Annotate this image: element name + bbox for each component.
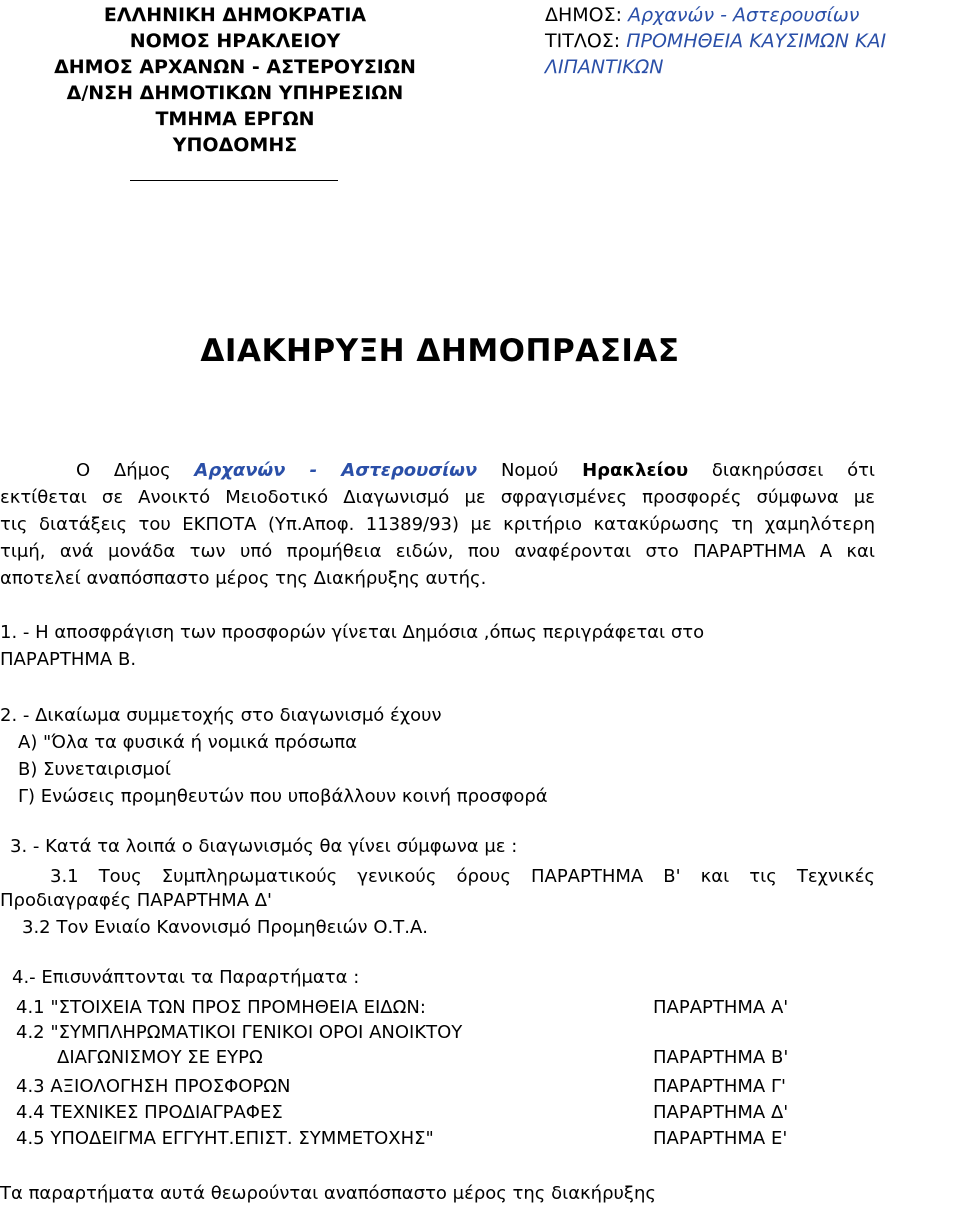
- annex-row-label: 4.5 ΥΠΟΔΕΙΓΜΑ ΕΓΓΥΗΤ.ΕΠΙΣΤ. ΣΥΜΜΕΤΟΧΗΣ": [16, 1128, 434, 1149]
- meta-municipality-label: ΔΗΜΟΣ:: [545, 4, 623, 26]
- annex-row-ref: ΠΑΡΑΡΤΗΜΑ Ε': [653, 1128, 788, 1149]
- header-line-infrastructure: ΥΠΟΔΟΜΗΣ: [172, 134, 298, 156]
- intro-municipality: Αρχανών - Αστερουσίων: [194, 460, 478, 481]
- section-1-line-1: 1. - Η αποσφράγιση των προσφορών γίνεται Δημόσια ,όπως περιγράφεται στο: [0, 622, 705, 643]
- section-2-heading: 2. - Δικαίωμα συμμετοχής στο διαγωνισμό έχουν: [0, 705, 442, 726]
- section-3-heading: 3. - Κατά τα λοιπά ο διαγωνισμός θα γίνει σύμφωνα με :: [10, 836, 518, 857]
- intro-line-2: εκτίθεται σε Ανοικτό Μειοδοτικό Διαγωνισμό με σφραγισμένες προσφορές σύμφωνα με: [0, 487, 875, 508]
- intro-line-1: Ο Δήμος Αρχανών - Αστερουσίων Νομού Ηρακλείου διακηρύσσει ότι: [76, 460, 876, 481]
- annex-row-label: 4.2 "ΣΥΜΠΛΗΡΩΜΑΤΙΚΟΙ ΓΕΝΙΚΟΙ ΟΡΟΙ ΑΝΟΙΚΤΟΥ: [16, 1022, 463, 1043]
- annex-row-label: 4.3 ΑΞΙΟΛΟΓΗΣΗ ΠΡΟΣΦΟΡΩΝ: [16, 1076, 291, 1097]
- section-3-item-2: 3.2 Τον Ενιαίο Κανονισμό Προμηθειών Ο.Τ.Α.: [22, 917, 428, 938]
- header-line-department: ΤΜΗΜΑ ΕΡΓΩΝ: [155, 108, 315, 130]
- document-title: ΔΙΑΚΗΡΥΞΗ ΔΗΜΟΠΡΑΣΙΑΣ: [200, 333, 680, 369]
- annex-row-label: 4.1 "ΣΤΟΙΧΕΙΑ ΤΩΝ ΠΡΟΣ ΠΡΟΜΗΘΕΙΑ ΕΙΔΩΝ:: [16, 997, 426, 1018]
- annex-row-label: ΔΙΑΓΩΝΙΣΜΟΥ ΣΕ ΕΥΡΩ: [57, 1047, 263, 1068]
- meta-title-value: ΠΡΟΜΗΘΕΙΑ ΚΑΥΣΙΜΩΝ ΚΑΙ: [626, 30, 887, 52]
- intro-line-5: αποτελεί αναπόσπαστο μέρος της Διακήρυξης αυτής.: [0, 568, 487, 589]
- authority-header: [0, 2, 470, 158]
- section-4-heading: 4.- Επισυνάπτονται τα Παραρτήματα :: [12, 967, 360, 988]
- intro-prefecture: Ηρακλείου: [582, 460, 689, 481]
- annex-row-ref: ΠΑΡΑΡΤΗΜΑ Δ': [653, 1102, 789, 1123]
- meta-municipality: [545, 2, 886, 28]
- annex-row-ref: ΠΑΡΑΡΤΗΜΑ Γ': [653, 1076, 786, 1097]
- header-line-prefecture: ΝΟΜΟΣ ΗΡΑΚΛΕΙΟΥ: [129, 30, 341, 52]
- header-line-directorate: Δ/ΝΣΗ ΔΗΜΟΤΙΚΩΝ ΥΠΗΡΕΣΙΩΝ: [66, 82, 404, 104]
- signature-rule: [130, 180, 338, 181]
- section-3-item-1-line-2: Προδιαγραφές ΠΑΡΑΡΤΗΜΑ Δ': [0, 890, 273, 911]
- meta-municipality-value: Αρχανών - Αστερουσίων: [628, 4, 860, 26]
- closing-statement: Τα παραρτήματα αυτά θεωρούνται αναπόσπαστο μέρος της διακήρυξης: [0, 1183, 656, 1204]
- header-line-municipality: ΔΗΜΟΣ ΑΡΧΑΝΩΝ - ΑΣΤΕΡΟΥΣΙΩΝ: [54, 56, 416, 78]
- section-2-item-a: Α) "Όλα τα φυσικά ή νομικά πρόσωπα: [18, 732, 358, 753]
- meta-title-value-cont: ΛΙΠΑΝΤΙΚΩΝ: [545, 56, 664, 78]
- intro-line-3: τις διατάξεις του ΕΚΠΟΤΑ (Υπ.Αποφ. 11389/93) με κριτήριο κατακύρωσης τη χαμηλότερη: [0, 514, 875, 535]
- document-meta: [545, 2, 886, 80]
- annex-row-ref: ΠΑΡΑΡΤΗΜΑ Α': [653, 997, 789, 1018]
- meta-title: [545, 28, 886, 54]
- meta-title-label: ΤΙΤΛΟΣ:: [545, 30, 621, 52]
- header-line-republic: ΕΛΛΗΝΙΚΗ ΔΗΜΟΚΡΑΤΙΑ: [103, 4, 367, 26]
- intro-line-4: τιμή, ανά μονάδα των υπό προμήθεια ειδών, που αναφέρονται στο ΠΑΡΑΡΤΗΜΑ Α και: [0, 541, 875, 562]
- section-3-item-1-line-1: 3.1 Τους Συμπληρωματικούς γενικούς όρους ΠΑΡΑΡΤΗΜΑ Β' και τις Τεχνικές: [50, 866, 875, 887]
- section-1-line-2: ΠΑΡΑΡΤΗΜΑ Β.: [0, 649, 137, 670]
- section-2-item-c: Γ) Ενώσεις προμηθευτών που υποβάλλουν κοινή προσφορά: [18, 786, 548, 807]
- section-2-item-b: Β) Συνεταιρισμοί: [18, 759, 171, 780]
- annex-row-label: 4.4 ΤΕΧΝΙΚΕΣ ΠΡΟΔΙΑΓΡΑΦΕΣ: [16, 1102, 283, 1123]
- annex-row-ref: ΠΑΡΑΡΤΗΜΑ Β': [653, 1047, 789, 1068]
